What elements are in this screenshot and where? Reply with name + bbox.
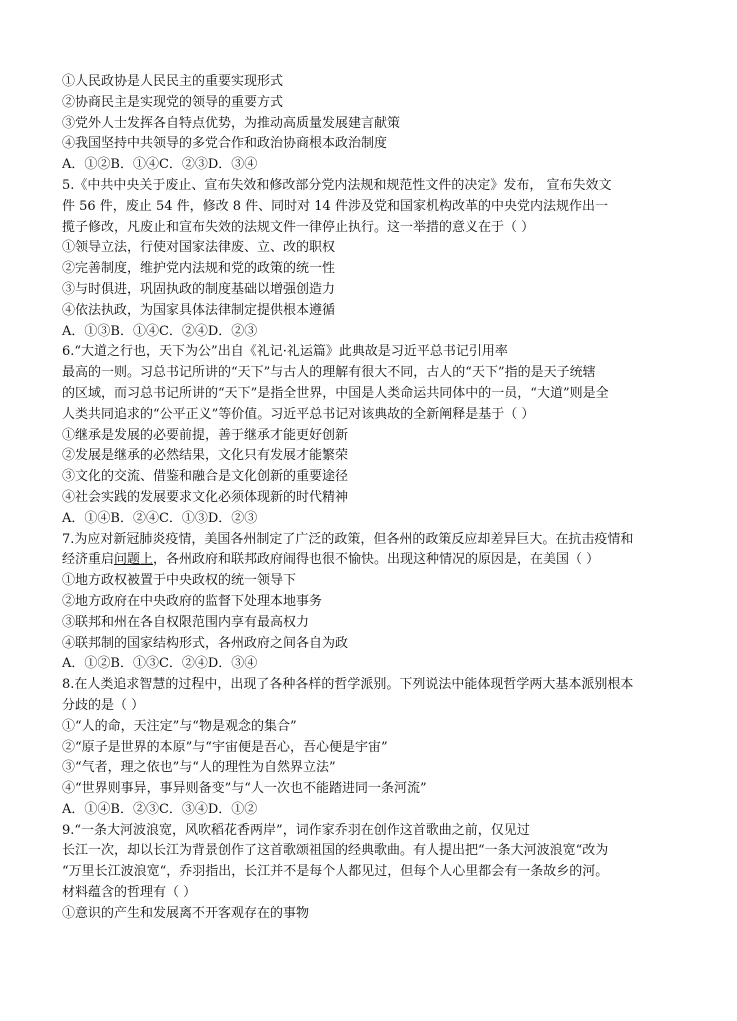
q4-option-2: ②协商民主是实现党的领导的重要方式 (62, 94, 284, 110)
q9-option-1: ①意识的产生和发展离不开客观存在的事物 (62, 905, 310, 921)
question-4 (62, 72, 681, 176)
q6-option-3: ③文化的交流、借鉴和融合是文化创新的重要途径 (62, 469, 349, 485)
q5-stem-line-1: 5.《中共中央关于废止、宣布失效和修改部分党内法规和规范性文件的决定》发布， 宣布失效文 (62, 177, 612, 193)
q8-option-3: ③“气者，理之依也”与“人的理性为自然界立法” (62, 760, 336, 776)
q8-stem-line-2: 分歧的是（ ） (62, 697, 145, 713)
q8-option-1: ①“人的命，天注定”与“物是观念的集合” (62, 718, 297, 734)
q4-option-4: ④我国坚持中共领导的多党合作和政治协商根本政治制度 (62, 136, 388, 152)
q6-stem-line-3: 的区域，而习总书记所讲的“天下”是指全世界，中国是人类命运共同体中的一员，“大道”则是全 (62, 385, 609, 401)
q6-answer-choices: A．①④B．②④C．①③D．②③ (62, 510, 258, 526)
q7-option-1: ①地方政权被置于中央政权的统一领导下 (62, 573, 297, 589)
q4-option-1: ①人民政协是人民民主的重要实现形式 (62, 74, 284, 89)
q6-option-1: ①继承是发展的必要前提，善于继承才能更好创新 (62, 427, 349, 443)
question-6 (62, 342, 681, 529)
q5-option-3: ③与时俱进，巩固执政的制度基础以增强创造力 (62, 281, 336, 297)
q7-option-2: ②地方政府在中央政府的监督下处理本地事务 (62, 593, 323, 609)
q7-option-3: ③联邦和州在各自权限范围内享有最高权力 (62, 614, 310, 630)
q5-stem-line-2: 件 56 件，废止 54 件，修改 8 件、同时对 14 件涉及党和国家机构改革的中央党内法规作出一 (62, 198, 608, 214)
q6-option-4: ④社会实践的发展要求文化必须体现新的时代精神 (62, 489, 349, 505)
q7-stem-part-b: ，各州政府和联邦政府闹得也很不愉快。出现这种情况的原因是，在美国（ ） (153, 552, 600, 568)
q7-answer-choices: A．①②B．①③C．②④D．③④ (62, 656, 258, 672)
q7-stem-line-1: 7.为应对新冠肺炎疫情，美国各州制定了广泛的政策，但各州的政策反应却差异巨大。在抗击疫情和 (62, 531, 634, 547)
q9-stem-line-1: 9.“一条大河波浪宽，风吹稻花香两岸”，词作家乔羽在创作这首歌曲之前，仅见过 (62, 822, 530, 838)
q8-option-4: ④“世界则事异，事异则备变”与“人一次也不能踏进同一条河流” (62, 781, 427, 797)
q6-stem-line-1: 6.“大道之行也，天下为公”出自《礼记·礼运篇》此典故是习近平总书记引用率 (62, 344, 508, 360)
q5-option-4: ④依法执政，为国家具体法律制定提供根本遵循 (62, 302, 336, 318)
q4-option-3: ③党外人士发挥各自特点优势，为推动高质量发展建言献策 (62, 115, 401, 131)
q7-stem-line-2 (62, 550, 681, 571)
q8-stem-line-1: 8.在人类追求智慧的过程中，出现了各种各样的哲学派别。下列说法中能体现哲学两大基本派别根本 (62, 677, 634, 693)
question-5 (62, 176, 681, 342)
q4-answer-choices: A．①②B．①④C．②③D．③④ (62, 157, 258, 173)
q5-stem-line-3: 揽子修改，凡废止和宣布失效的法规文件一律停止执行。这一举措的意义在于（ ） (62, 219, 535, 235)
q9-stem-line-3: “万里长江波浪宽“，乔羽指出，长江并不是每个人都见过，但每个人心里都会有一条故乡的河。 (62, 864, 609, 880)
q9-stem-line-4: 材料蕴含的哲理有（ ） (62, 885, 197, 901)
q7-stem-part-a: 经济重启 (62, 552, 115, 568)
q6-stem-line-4: 人类共同追求的“公平正义”等价值。习近平总书记对该典故的全新阐释是基于（ ） (62, 406, 535, 422)
q5-option-2: ②完善制度，维护党内法规和党的政策的统一性 (62, 261, 336, 277)
q5-option-1: ①领导立法，行使对国家法律废、立、改的职权 (62, 240, 336, 256)
question-8 (62, 675, 681, 821)
q7-stem-underlined: 问题上 (114, 552, 154, 568)
q7-option-4: ④联邦制的国家结构形式，各州政府之间各自为政 (62, 635, 349, 651)
q5-answer-choices: A．①③B．①④C．②④D．②③ (62, 323, 258, 339)
question-9 (62, 821, 681, 925)
question-7 (62, 530, 681, 676)
q6-option-2: ②发展是继承的必然结果，文化只有发展才能繁荣 (62, 448, 349, 464)
q8-answer-choices: A．①④B．②③C．③④D．①② (62, 801, 258, 817)
q9-stem-line-2: 长江一次，却以长江为背景创作了这首歌颂祖国的经典歌曲。有人提出把“一条大河波浪宽“改为 (62, 843, 609, 859)
q8-option-2: ②“原子是世界的本原”与“宇宙便是吾心，吾心便是宇宙” (62, 739, 388, 755)
q6-stem-line-2: 最高的一则。习总书记所讲的“天下”与古人的理解有很大不同，古人的“天下”指的是天子统辖 (62, 365, 596, 381)
